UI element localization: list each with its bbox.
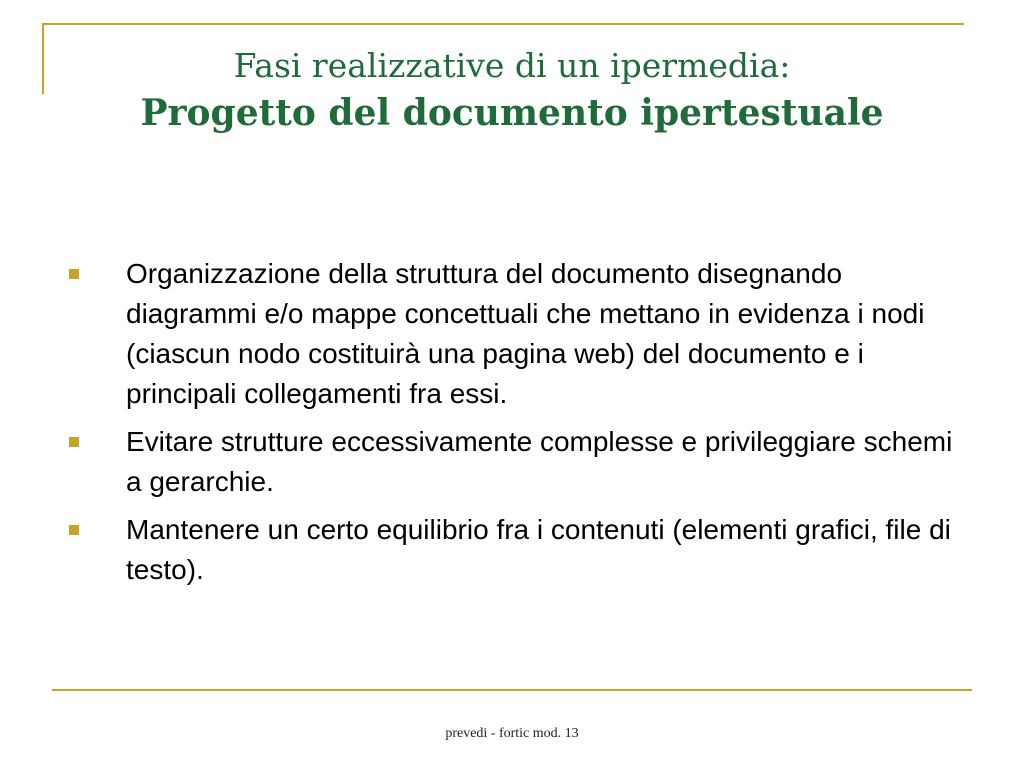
slide-footer: prevedi - fortic mod. 13 [445,726,579,741]
square-bullet-icon [69,525,79,535]
bullet-list [60,254,970,598]
title-block [60,44,964,138]
slide-title: Fasi realizzative di un ipermedia: [233,46,791,85]
bullet-text: Evitare strutture eccessivamente complesse e privileggiare schemi a gerarchie. [126,426,953,497]
bullet-item [60,254,970,414]
bullet-text: Organizzazione della struttura del documento disegnando diagrammi e/o mappe concettuali che mettano in evidenza i nodi (ciascun nodo costituirà una pagina web) del documento e i principali collegamenti fra essi. [126,258,925,409]
bullet-text: Mantenere un certo equilibrio fra i contenuti (elementi grafici, file di testo). [126,514,951,585]
bullet-item [60,510,970,590]
frame-top-line [42,23,964,25]
square-bullet-icon [69,269,79,279]
square-bullet-icon [69,437,79,447]
frame-left-line [42,23,44,94]
slide-subtitle: Progetto del documento ipertestuale [140,92,884,134]
frame-bottom-line [52,689,972,691]
bullet-item [60,422,970,502]
